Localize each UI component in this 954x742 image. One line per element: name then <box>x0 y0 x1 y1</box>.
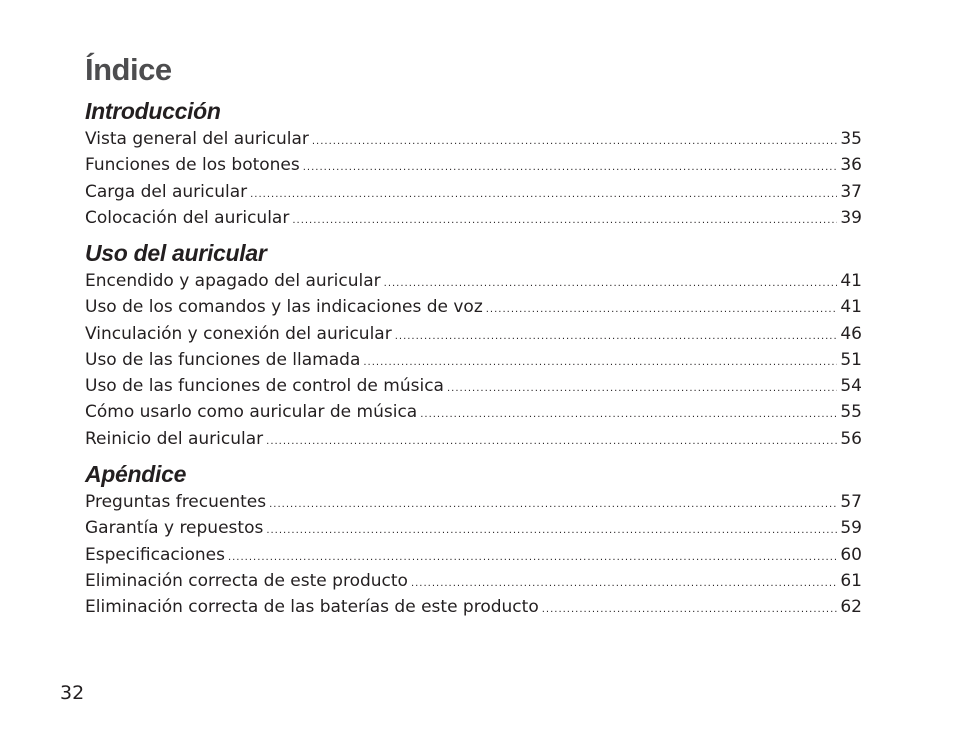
toc-entry-page: 46 <box>840 323 862 344</box>
toc-entry-label: Carga del auricular <box>85 181 248 202</box>
toc-entry-page: 51 <box>840 349 862 370</box>
toc-entry-label: Encendido y apagado del auricular <box>85 271 381 291</box>
toc-dot-leader <box>312 129 837 155</box>
toc-entry[interactable] <box>85 205 862 231</box>
page-number: 32 <box>60 682 85 704</box>
toc-entry-label: Eliminación correcta de las baterías de este producto <box>85 597 539 618</box>
toc-entry-label: Vinculación y conexión del auricular <box>85 323 392 344</box>
toc-entry[interactable] <box>85 542 862 568</box>
toc-entry-label: Uso de las funciones de llamada <box>85 349 361 370</box>
toc-entry-page: 55 <box>840 402 862 423</box>
toc-dot-leader <box>266 518 837 544</box>
toc-entry[interactable] <box>85 594 862 620</box>
toc-entry[interactable] <box>85 373 862 399</box>
toc-entry[interactable] <box>85 294 862 320</box>
toc-entry[interactable] <box>85 321 862 347</box>
toc-dot-leader <box>395 324 838 350</box>
toc-entry-label: Preguntas frecuentes <box>85 492 267 512</box>
toc-dot-leader <box>486 297 838 323</box>
toc-entry[interactable] <box>85 399 862 425</box>
toc-section-apendice <box>85 459 862 620</box>
toc-entry-page: 56 <box>840 428 862 449</box>
toc-entry-page: 35 <box>840 129 862 149</box>
toc-dot-leader <box>420 402 837 428</box>
toc-entry-page: 39 <box>840 207 862 228</box>
toc-entry-label: Uso de las funciones de control de música <box>85 376 444 397</box>
section-heading: Apéndice <box>85 461 187 487</box>
toc-list <box>85 126 862 231</box>
toc-dot-leader <box>447 376 837 402</box>
toc-entry-label: Reinicio del auricular <box>85 428 264 449</box>
toc-entry-label: Cómo usarlo como auricular de música <box>85 402 418 423</box>
toc-entry-page: 41 <box>840 297 862 318</box>
toc-section-uso-del-auricular <box>85 238 862 452</box>
section-heading: Introducción <box>85 98 221 124</box>
toc-dot-leader <box>250 182 837 208</box>
toc-dot-leader <box>269 492 837 518</box>
toc-entry[interactable] <box>85 515 862 541</box>
toc-entry-label: Eliminación correcta de este producto <box>85 570 408 591</box>
toc-entry-page: 54 <box>840 376 862 397</box>
toc-entry-page: 41 <box>840 271 862 291</box>
toc-entry-page: 59 <box>840 518 862 539</box>
section-heading: Uso del auricular <box>85 240 267 266</box>
toc-entry-label: Colocación del auricular <box>85 207 290 228</box>
toc-entry-label: Vista general del auricular <box>85 129 309 149</box>
toc-entry-page: 36 <box>840 155 862 176</box>
toc-entry-label: Garantía y repuestos <box>85 518 264 539</box>
toc-entry-page: 37 <box>840 181 862 202</box>
toc-entry-page: 60 <box>840 544 862 565</box>
toc-list <box>85 489 862 620</box>
toc-entry-page: 61 <box>840 570 862 591</box>
toc-entry[interactable] <box>85 347 862 373</box>
toc-entry-label: Funciones de los botones <box>85 155 300 176</box>
toc-entry-page: 62 <box>840 597 862 618</box>
toc-entry-page: 57 <box>840 492 862 512</box>
toc-entry[interactable] <box>85 152 862 178</box>
toc-dot-leader <box>303 155 838 181</box>
toc-list <box>85 268 862 452</box>
toc-entry[interactable] <box>85 268 862 294</box>
toc-dot-leader <box>292 208 837 234</box>
toc-section-introduccion <box>85 96 862 231</box>
toc-entry-label: Especificaciones <box>85 544 225 565</box>
toc-entry[interactable] <box>85 568 862 594</box>
toc-dot-leader <box>542 597 838 623</box>
page-title: Índice <box>85 52 172 87</box>
toc-entry[interactable] <box>85 489 862 515</box>
toc-entry[interactable] <box>85 179 862 205</box>
toc-entry-label: Uso de los comandos y las indicaciones de voz <box>85 297 483 318</box>
toc-entry[interactable] <box>85 426 862 452</box>
toc-dot-leader <box>266 429 837 455</box>
toc-entry[interactable] <box>85 126 862 152</box>
